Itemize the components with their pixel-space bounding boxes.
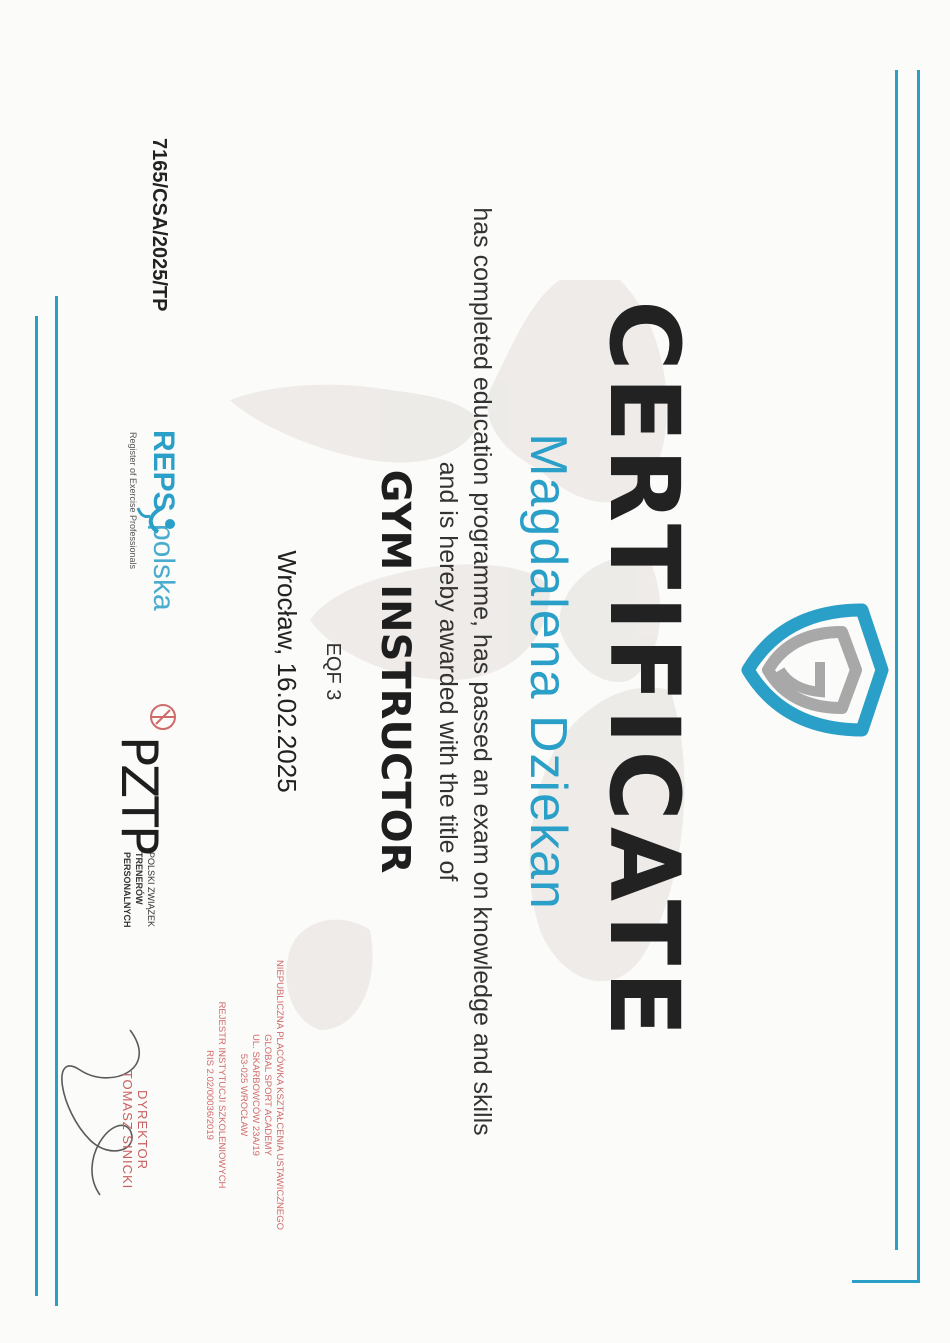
stamp-line-1: NIEPUBLICZNA PLACÓWKA KSZTAŁCENIA USTAWICZNEGO: [274, 959, 285, 1231]
pztp-line-1: POLSKI ZWIĄZEK: [146, 852, 156, 928]
director-signature: [40, 1010, 170, 1210]
stamp-line-3: UL. SKARBOWCÓW 23A/19: [250, 1034, 261, 1156]
stamp-line-4: 53-025 WROCŁAW: [238, 1053, 249, 1137]
completion-statement: has completed education programme, has passed an exam on knowledge and skills: [468, 207, 496, 1136]
pztp-logo: [100, 700, 180, 928]
place-and-date: Wrocław, 16.02.2025: [272, 550, 302, 793]
pztp-mark-text: PZTP: [110, 736, 168, 854]
top-border-inner: [895, 70, 898, 1250]
shield-logo-icon: [740, 600, 890, 740]
reps-subtitle: Register of Exercise Professionals: [128, 432, 138, 570]
stamp-line-6: RIS 2.02/00036/2019: [204, 1050, 215, 1140]
top-border-outer: [917, 70, 920, 1280]
certificate-title: CERTIFICATE: [588, 300, 700, 1043]
stamp-line-5: REJESTR INSTYTUCJI SZKOLENIOWYCH: [216, 1001, 227, 1189]
director-role: DYREKTOR: [135, 1090, 150, 1170]
award-statement: and is hereby awarded with the title of: [434, 461, 462, 882]
bottom-border-inner: [35, 316, 38, 1296]
certificate-number: 7165/CSA/2025/TP: [148, 138, 170, 312]
pztp-line-2: TRENERÓW: [134, 852, 144, 905]
pztp-emblem-icon: [146, 700, 180, 734]
pztp-line-3: PERSONALNYCH: [122, 852, 132, 928]
stamp-line-2: GLOBAL SPORT ACADEMY: [262, 1034, 273, 1156]
reps-polska-text: polska: [147, 524, 180, 611]
recipient-name: Magdalena Dziekan: [519, 433, 577, 910]
director-block: [120, 1050, 150, 1210]
right-border-stub: [852, 1280, 920, 1283]
director-name: TOMASZ SINICKI: [120, 1070, 135, 1190]
eqf-level: EQF 3: [322, 642, 344, 701]
institution-stamp: [203, 935, 285, 1255]
reps-polska-logo: [100, 430, 180, 670]
reps-logo-text: REPS: [147, 430, 180, 512]
award-title: GYM INSTRUCTOR: [372, 469, 418, 874]
